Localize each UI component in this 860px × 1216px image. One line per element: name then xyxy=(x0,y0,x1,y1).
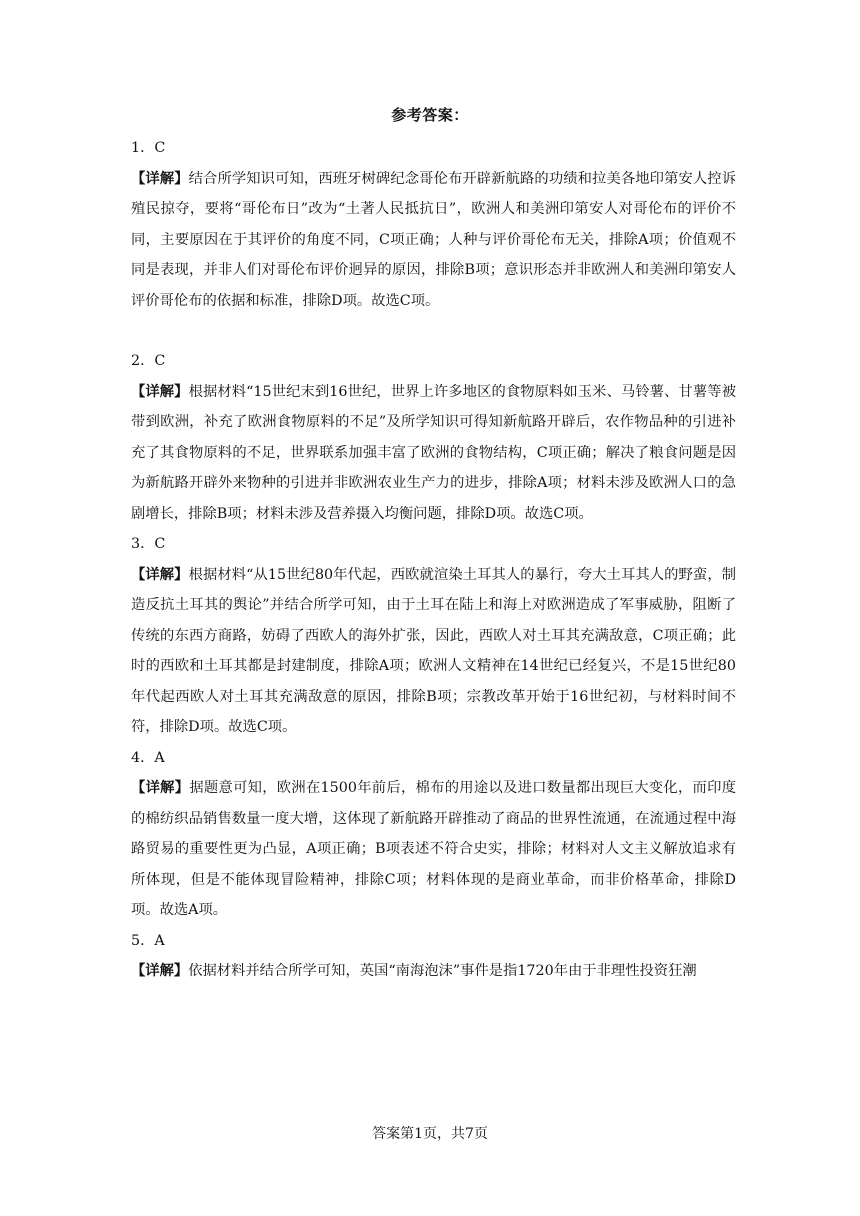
answer-list xyxy=(131,133,736,987)
detail-tag: 【详解】 xyxy=(131,170,189,187)
answer-detail xyxy=(131,377,736,530)
detail-text: 根据材料“从15世纪80年代起，西欧就渲染土耳其人的暴行，夸大土耳其人的野蛮，制造反抗土耳其的舆论”并结合所学可知，由于土耳在陆上和海上对欧洲造成了军事威胁，阻断了传统的东西方商路，妨碍了西欧人的海外扩张，因此，西欧人对土耳其充满敌意，C项正确；此时的西欧和土耳其都是封建制度，排除A项；欧洲人文精神在14世纪已经复兴，不是15世纪80年代起西欧人对土耳其充满敌意的原因，排除B项；宗教改革开始于16世纪初，与材料时间不符，排除D项。故选C项。 xyxy=(131,566,736,735)
answer-number: 1．C xyxy=(131,140,166,156)
page-title: 参考答案： xyxy=(391,106,469,124)
page-footer: 答案第1页，共7页 xyxy=(372,1126,488,1142)
detail-tag: 【详解】 xyxy=(131,383,189,400)
answer-number: 5．A xyxy=(131,932,165,949)
spacer xyxy=(131,316,736,346)
detail-tag: 【详解】 xyxy=(131,566,189,583)
answer-detail xyxy=(131,560,736,743)
answer-detail xyxy=(131,956,736,987)
detail-text: 依据材料并结合所学可知，英国“南海泡沫”事件是指1720年由于非理性投资狂潮 xyxy=(188,963,697,979)
detail-text: 根据材料“15世纪末到16世纪，世界上许多地区的食物原料如玉米、马铃薯、甘薯等被带到欧洲，补充了欧洲食物原料的不足”及所学知识可得知新航路开辟后，农作物品种的引进补充了其食物原料的不足，世界联系加强丰富了欧洲的食物结构，C项正确；解决了粮食问题是因为新航路开辟外来物种的引进并非欧洲农业生产力的进步，排除A项；材料未涉及欧洲人口的急剧增长，排除B项；材料未涉及营养摄入均衡问题，排除D项。故选C项。 xyxy=(131,383,736,522)
answer-number: 3．C xyxy=(131,536,166,552)
detail-tag: 【详解】 xyxy=(131,780,190,796)
detail-text: 据题意可知，欧洲在1500年前后，棉布的用途以及进口数量都出现巨大变化，而印度的棉纺织品销售数量一度大增，这体现了新航路开辟推动了商品的世界性流通，在流通过程中海路贸易的重要性更为凸显，A项正确；B项表述不符合史实，排除；材料对人文主义解放追求有所体现，但是不能体现冒险精神，排除C项；材料体现的是商业革命，而非价格革命，排除D项。故选A项。 xyxy=(131,780,736,918)
answer-number: 4．A xyxy=(131,749,165,766)
answer-detail xyxy=(131,773,736,926)
detail-text: 结合所学知识可知，西班牙树碑纪念哥伦布开辟新航路的功绩和拉美各地印第安人控诉殖民掠夺，要将“哥伦布日”改为“土著人民抵抗日”，欧洲人和美洲印第安人对哥伦布的评价不同，主要原因在于其评价的角度不同，C项正确；人种与评价哥伦布无关，排除A项；价值观不同是表现，并非人们对哥伦布评价迥异的原因，排除B项；意识形态并非欧洲人和美洲印第安人评价哥伦布的依据和标准，排除D项。故选C项。 xyxy=(131,170,737,309)
answer-detail xyxy=(131,164,736,317)
detail-tag: 【详解】 xyxy=(131,963,189,979)
answer-number: 2．C xyxy=(131,353,166,369)
